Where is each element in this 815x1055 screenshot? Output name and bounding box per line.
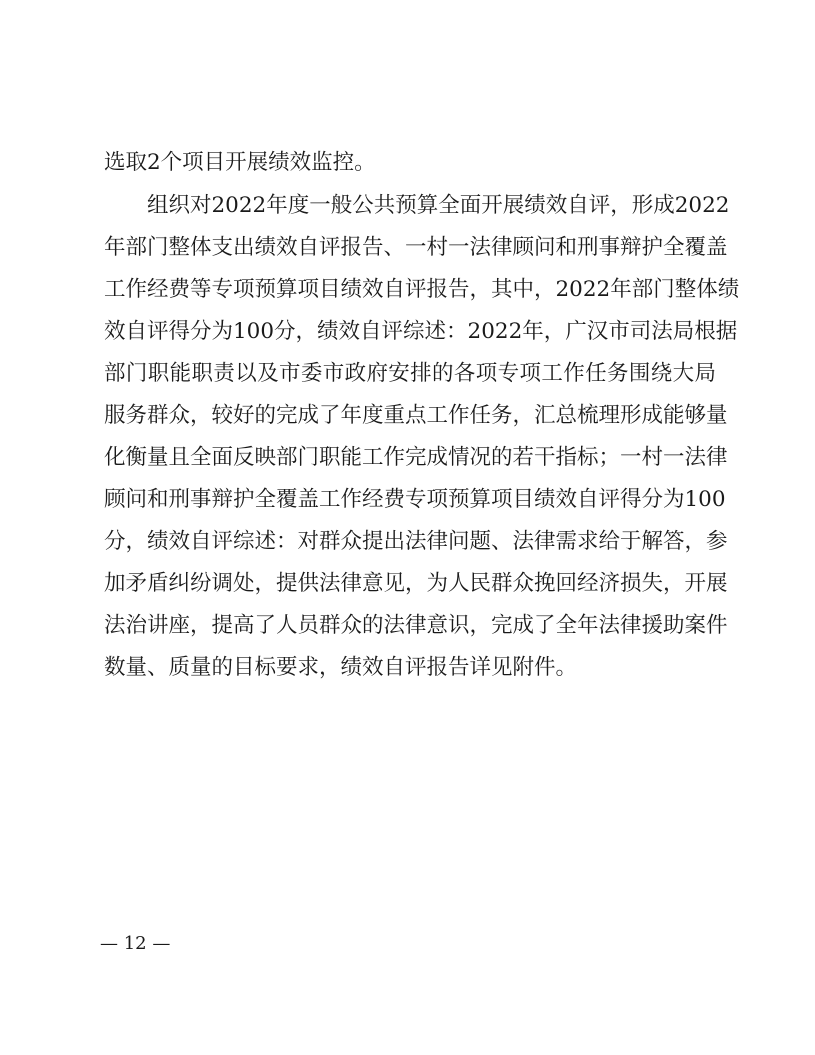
paragraph-2-line-1: 组织对2022年度一般公共预算全面开展绩效自评，形成2022: [147, 193, 730, 218]
paragraph-2-line-5: 部门职能职责以及市委市政府安排的各项专项工作任务围绕大局: [104, 361, 716, 386]
paragraph-2-line-8: 顾问和刑事辩护全覆盖工作经费专项预算项目绩效自评得分为100: [104, 487, 726, 512]
paragraph-2-line-2: 年部门整体支出绩效自评报告、一村一法律顾问和刑事辩护全覆盖: [104, 235, 728, 260]
paragraph-2-line-6: 服务群众，较好的完成了年度重点工作任务，汇总梳理形成能够量: [104, 403, 728, 428]
paragraph-2-line-7: 化衡量且全面反映部门职能工作完成情况的若干指标；一村一法律: [104, 445, 728, 470]
paragraph-2-line-12: 数量、质量的目标要求，绩效自评报告详见附件。: [104, 655, 578, 680]
paragraph-2-line-9: 分，绩效自评综述：对群众提出法律问题、法律需求给于解答，参: [104, 529, 728, 554]
paragraph-2-line-11: 法治讲座，提高了人员群众的法律意识，完成了全年法律援助案件: [104, 613, 728, 638]
page-number: — 12 —: [100, 933, 171, 954]
paragraph-2-line-4: 效自评得分为100分，绩效自评综述：2022年，广汉市司法局根据: [104, 319, 738, 344]
paragraph-1-line-1: 选取2个项目开展绩效监控。: [104, 150, 376, 175]
paragraph-2-line-3: 工作经费等专项预算项目绩效自评报告，其中，2022年部门整体绩: [104, 277, 740, 302]
paragraph-2-line-10: 加矛盾纠纷调处，提供法律意见，为人民群众挽回经济损失，开展: [104, 571, 728, 596]
